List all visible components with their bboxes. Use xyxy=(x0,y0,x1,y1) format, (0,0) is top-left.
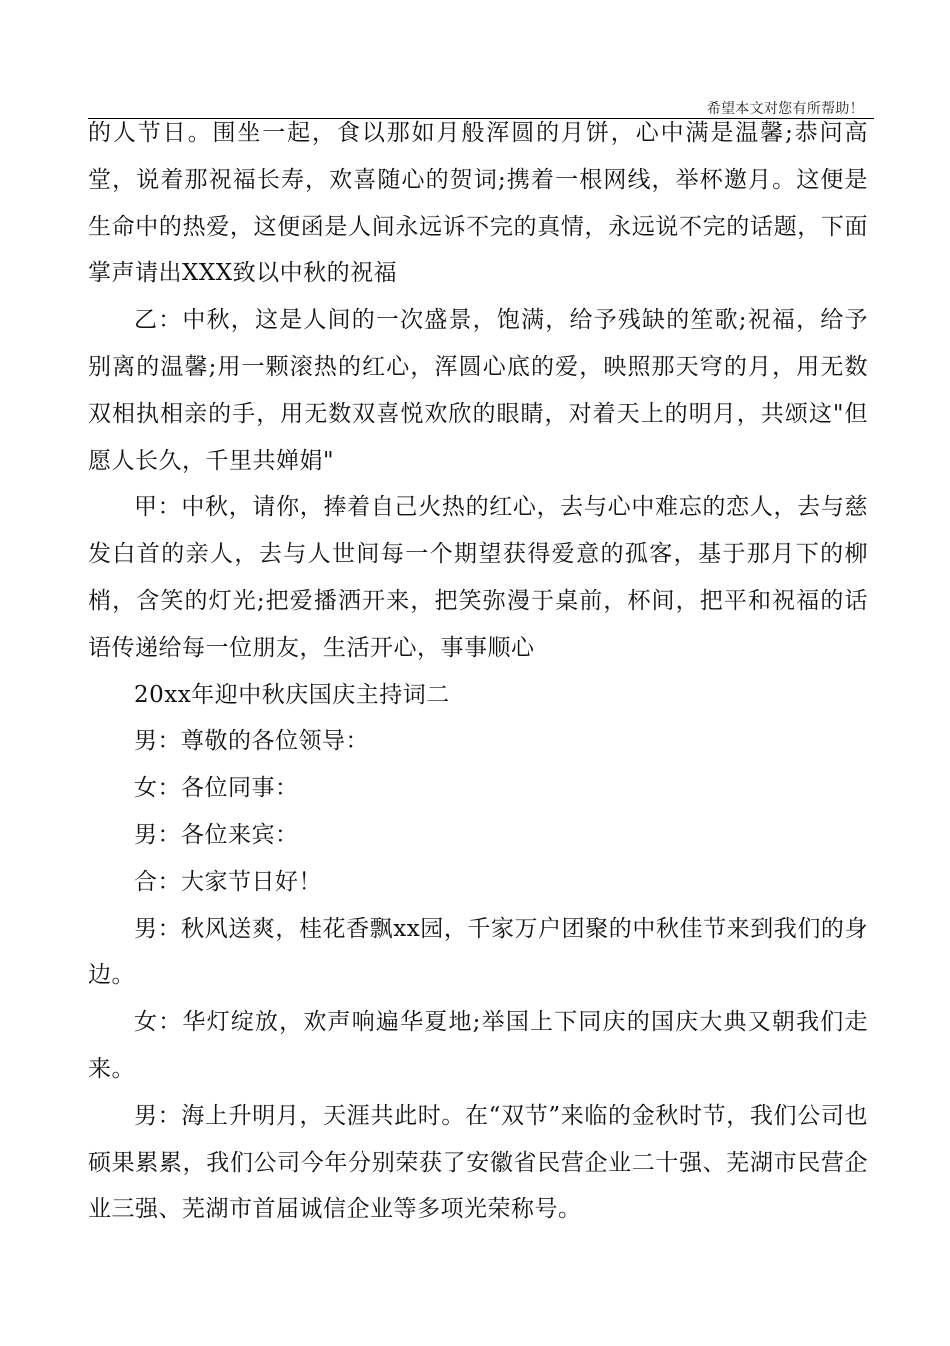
paragraph: 女：华灯绽放，欢声响遍华夏地;举国上下同庆的国庆大典又朝我们走来。 xyxy=(88,1009,868,1082)
header-note: 希望本文对您有所帮助！ xyxy=(706,101,864,117)
paragraph: 女：各位同事： xyxy=(134,775,299,802)
paragraph: 乙：中秋，这是人间的一次盛景，饱满，给予残缺的笙歌;祝福，给予别离的温馨;用一颗滚热的红心，浑圆心底的爱，映照那天穹的月，用无数双相执相亲的手，用无数双喜悦欢欣的眼睛，对着天上的明月，共颂这"但愿人长久，千里共婵娟" xyxy=(88,307,868,474)
document-body xyxy=(88,110,868,1233)
paragraph: 男：秋风送爽，桂花香飘xx园，千家万户团聚的中秋佳节来到我们的身边。 xyxy=(88,915,868,989)
section-heading: 20xx年迎中秋庆国庆主持词二 xyxy=(134,681,450,708)
paragraph: 男：海上升明月，天涯共此时。在“双节”来临的金秋时节，我们公司也硕果累累，我们公司今年分别荣获了安徽省民营企业二十强、芜湖市民营企业三强、芜湖市首届诚信企业等多项光荣称号。 xyxy=(88,1102,868,1223)
paragraph: 合：大家节日好！ xyxy=(134,868,322,895)
paragraph: 的人节日。围坐一起，食以那如月般浑圆的月饼，心中满是温馨;恭问高堂，说着那祝福长寿，欢喜随心的贺词;携着一根网线，举杯邀月。这便是生命中的热爱，这便函是人间永远诉不完的真情，永远说不完的话题，下面掌声请出XXX致以中秋的祝福 xyxy=(88,120,868,287)
paragraph: 男：各位来宾： xyxy=(134,821,299,848)
paragraph: 甲：中秋，请你，捧着自己火热的红心，去与心中难忘的恋人，去与慈发白首的亲人，去与人世间每一个期望获得爱意的孤客，基于那月下的柳梢，含笑的灯光;把爱播洒开来，把笑弥漫于桌前，杯间，把平和祝福的话语传递给每一位朋友，生活开心，事事顺心 xyxy=(88,494,868,661)
paragraph: 男：尊敬的各位领导： xyxy=(134,728,369,755)
